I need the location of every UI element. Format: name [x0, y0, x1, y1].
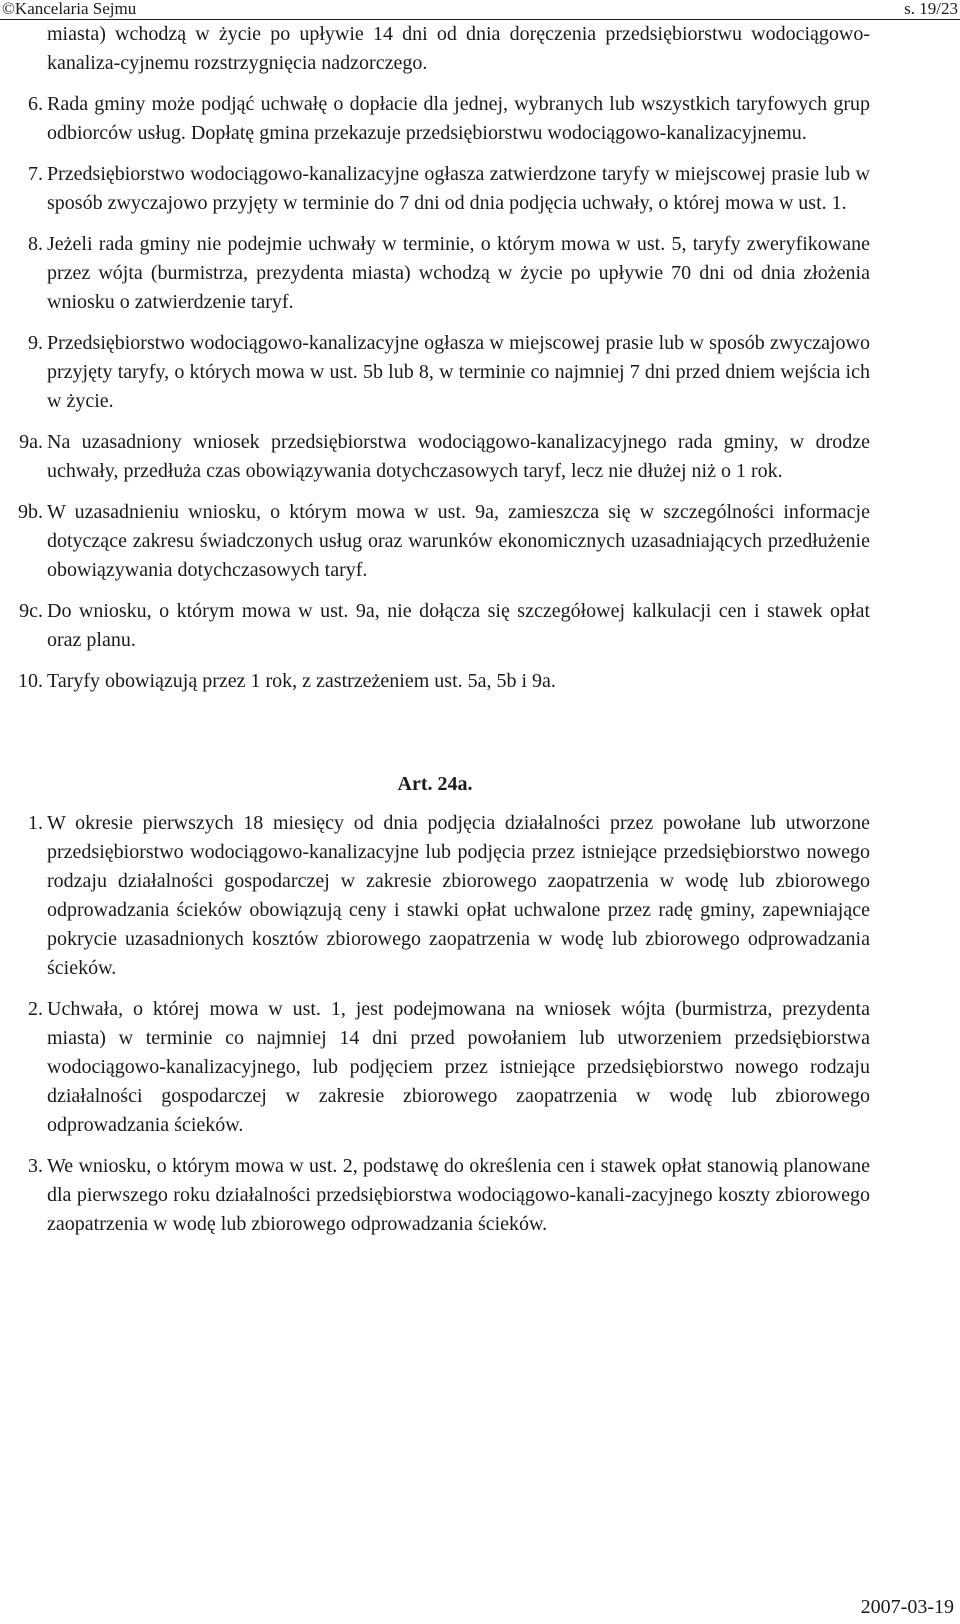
- paragraph-8: [0, 230, 870, 317]
- paragraph-number: 3.: [28, 1155, 43, 1177]
- article-paragraph-3: [0, 1152, 870, 1239]
- header-source: ©Kancelaria Sejmu: [2, 0, 137, 18]
- article-paragraph-2: [0, 995, 870, 1140]
- paragraph-number: 8.: [28, 233, 43, 255]
- paragraph-number: 9a.: [19, 431, 43, 453]
- paragraph-text: Taryfy obowiązują przez 1 rok, z zastrzeżeniem ust. 5a, 5b i 9a.: [47, 670, 556, 692]
- paragraph-9a: [0, 428, 870, 486]
- paragraph-7: [0, 160, 870, 218]
- footer-date: 2007-03-19: [860, 1596, 954, 1618]
- paragraph-text: W uzasadnieniu wniosku, o którym mowa w ust. 9a, zamieszcza się w szczególności informacje dotyczące zakresu świadczonych usług oraz warunków ekonomicznych uzasadniających przedłużenie obowiązywania dotychczasowych taryf.: [47, 501, 870, 581]
- paragraph-text: Do wniosku, o którym mowa w ust. 9a, nie dołącza się szczegółowej kalkulacji cen i stawek opłat oraz planu.: [47, 600, 870, 651]
- paragraph-9b: [0, 498, 870, 585]
- paragraph-continued: [0, 20, 870, 78]
- paragraph-6: [0, 90, 870, 148]
- paragraph-text: W okresie pierwszych 18 miesięcy od dnia podjęcia działalności przez powołane lub utworzone przedsiębiorstwo wodociągowo-kanalizacyjne lub podjęcia przez istniejące przedsiębiorstwo nowego rodzaju działalności gospodarczej w zakresie zbiorowego zaopatrzenia w wodę lub zbiorowego odprowadzania ścieków obowiązują ceny i stawki opłat uchwalone przez radę gminy, zapewniające pokrycie uzasadnionych kosztów zbiorowego zaopatrzenia w wodę lub zbiorowego odprowadzania ścieków.: [47, 812, 870, 979]
- page-header: [0, 0, 960, 20]
- header-page-number: s. 19/23: [904, 0, 958, 18]
- section-spacer: [0, 708, 960, 770]
- paragraph-text: Rada gminy może podjąć uchwałę o dopłacie dla jednej, wybranych lub wszystkich taryfowych grup odbiorców usług. Dopłatę gmina przekazuje przedsiębiorstwu wodociągowo-kanalizacyjnemu.: [47, 93, 870, 144]
- paragraph-text: Jeżeli rada gminy nie podejmie uchwały w terminie, o którym mowa w ust. 5, taryfy zweryfikowane przez wójta (burmistrza, prezydenta miasta) wchodzą w życie po upływie 70 dni od dnia złożenia wniosku o zatwierdzenie taryf.: [47, 233, 870, 313]
- paragraph-text: Na uzasadniony wniosek przedsiębiorstwa wodociągowo-kanalizacyjnego rada gminy, w drodze uchwały, przedłuża czas obowiązywania dotychczasowych taryf, lecz nie dłużej niż o 1 rok.: [47, 431, 870, 482]
- paragraph-number: 9.: [28, 332, 43, 354]
- paragraph-number: 9b.: [18, 501, 43, 523]
- paragraph-10: [0, 667, 870, 696]
- paragraph-number: 2.: [28, 998, 43, 1020]
- paragraph-text: Uchwała, o której mowa w ust. 1, jest podejmowana na wniosek wójta (burmistrza, prezydenta miasta) w terminie co najmniej 14 dni przed powołaniem lub utworzeniem przedsiębiorstwa wodociągowo-kanalizacyjnego, lub podjęciem przez istniejące przedsiębiorstwo nowego rodzaju działalności gospodarczej w zakresie zbiorowego zaopatrzenia w wodę lub zbiorowego odprowadzania ścieków.: [47, 998, 870, 1136]
- paragraph-text: We wniosku, o którym mowa w ust. 2, podstawę do określenia cen i stawek opłat stanowią planowane dla pierwszego roku działalności przedsiębiorstwa wodociągowo-kanali-zacyjnego koszty zbiorowego zaopatrzenia w wodę lub zbiorowego odprowadzania ścieków.: [47, 1155, 870, 1235]
- article-heading: Art. 24a.: [397, 773, 473, 795]
- paragraph-text: Przedsiębiorstwo wodociągowo-kanalizacyjne ogłasza w miejscowej prasie lub w sposób zwyczajowo przyjęty taryfy, o których mowa w ust. 5b lub 8, w terminie co najmniej 7 dni przed dniem wejścia ich w życie.: [47, 332, 870, 412]
- article-paragraph-1: [0, 809, 870, 983]
- paragraph-number: 7.: [28, 163, 43, 185]
- paragraph-number: 9c.: [19, 600, 43, 622]
- document-body: [0, 20, 960, 1251]
- paragraph-number: 6.: [28, 93, 43, 115]
- paragraph-number: 1.: [28, 812, 43, 834]
- paragraph-number: 10.: [18, 670, 43, 692]
- section-spacer: [0, 799, 960, 809]
- paragraph-text: Przedsiębiorstwo wodociągowo-kanalizacyjne ogłasza zatwierdzone taryfy w miejscowej prasie lub w sposób zwyczajowo przyjęty w terminie do 7 dni od dnia podjęcia uchwały, o której mowa w ust. 1.: [47, 163, 870, 214]
- paragraph-9c: [0, 597, 870, 655]
- paragraph-text: miasta) wchodzą w życie po upływie 14 dni od dnia doręczenia przedsiębiorstwu wodociągowo-kanaliza-cyjnemu rozstrzygnięcia nadzorczego.: [47, 23, 870, 74]
- paragraph-9: [0, 329, 870, 416]
